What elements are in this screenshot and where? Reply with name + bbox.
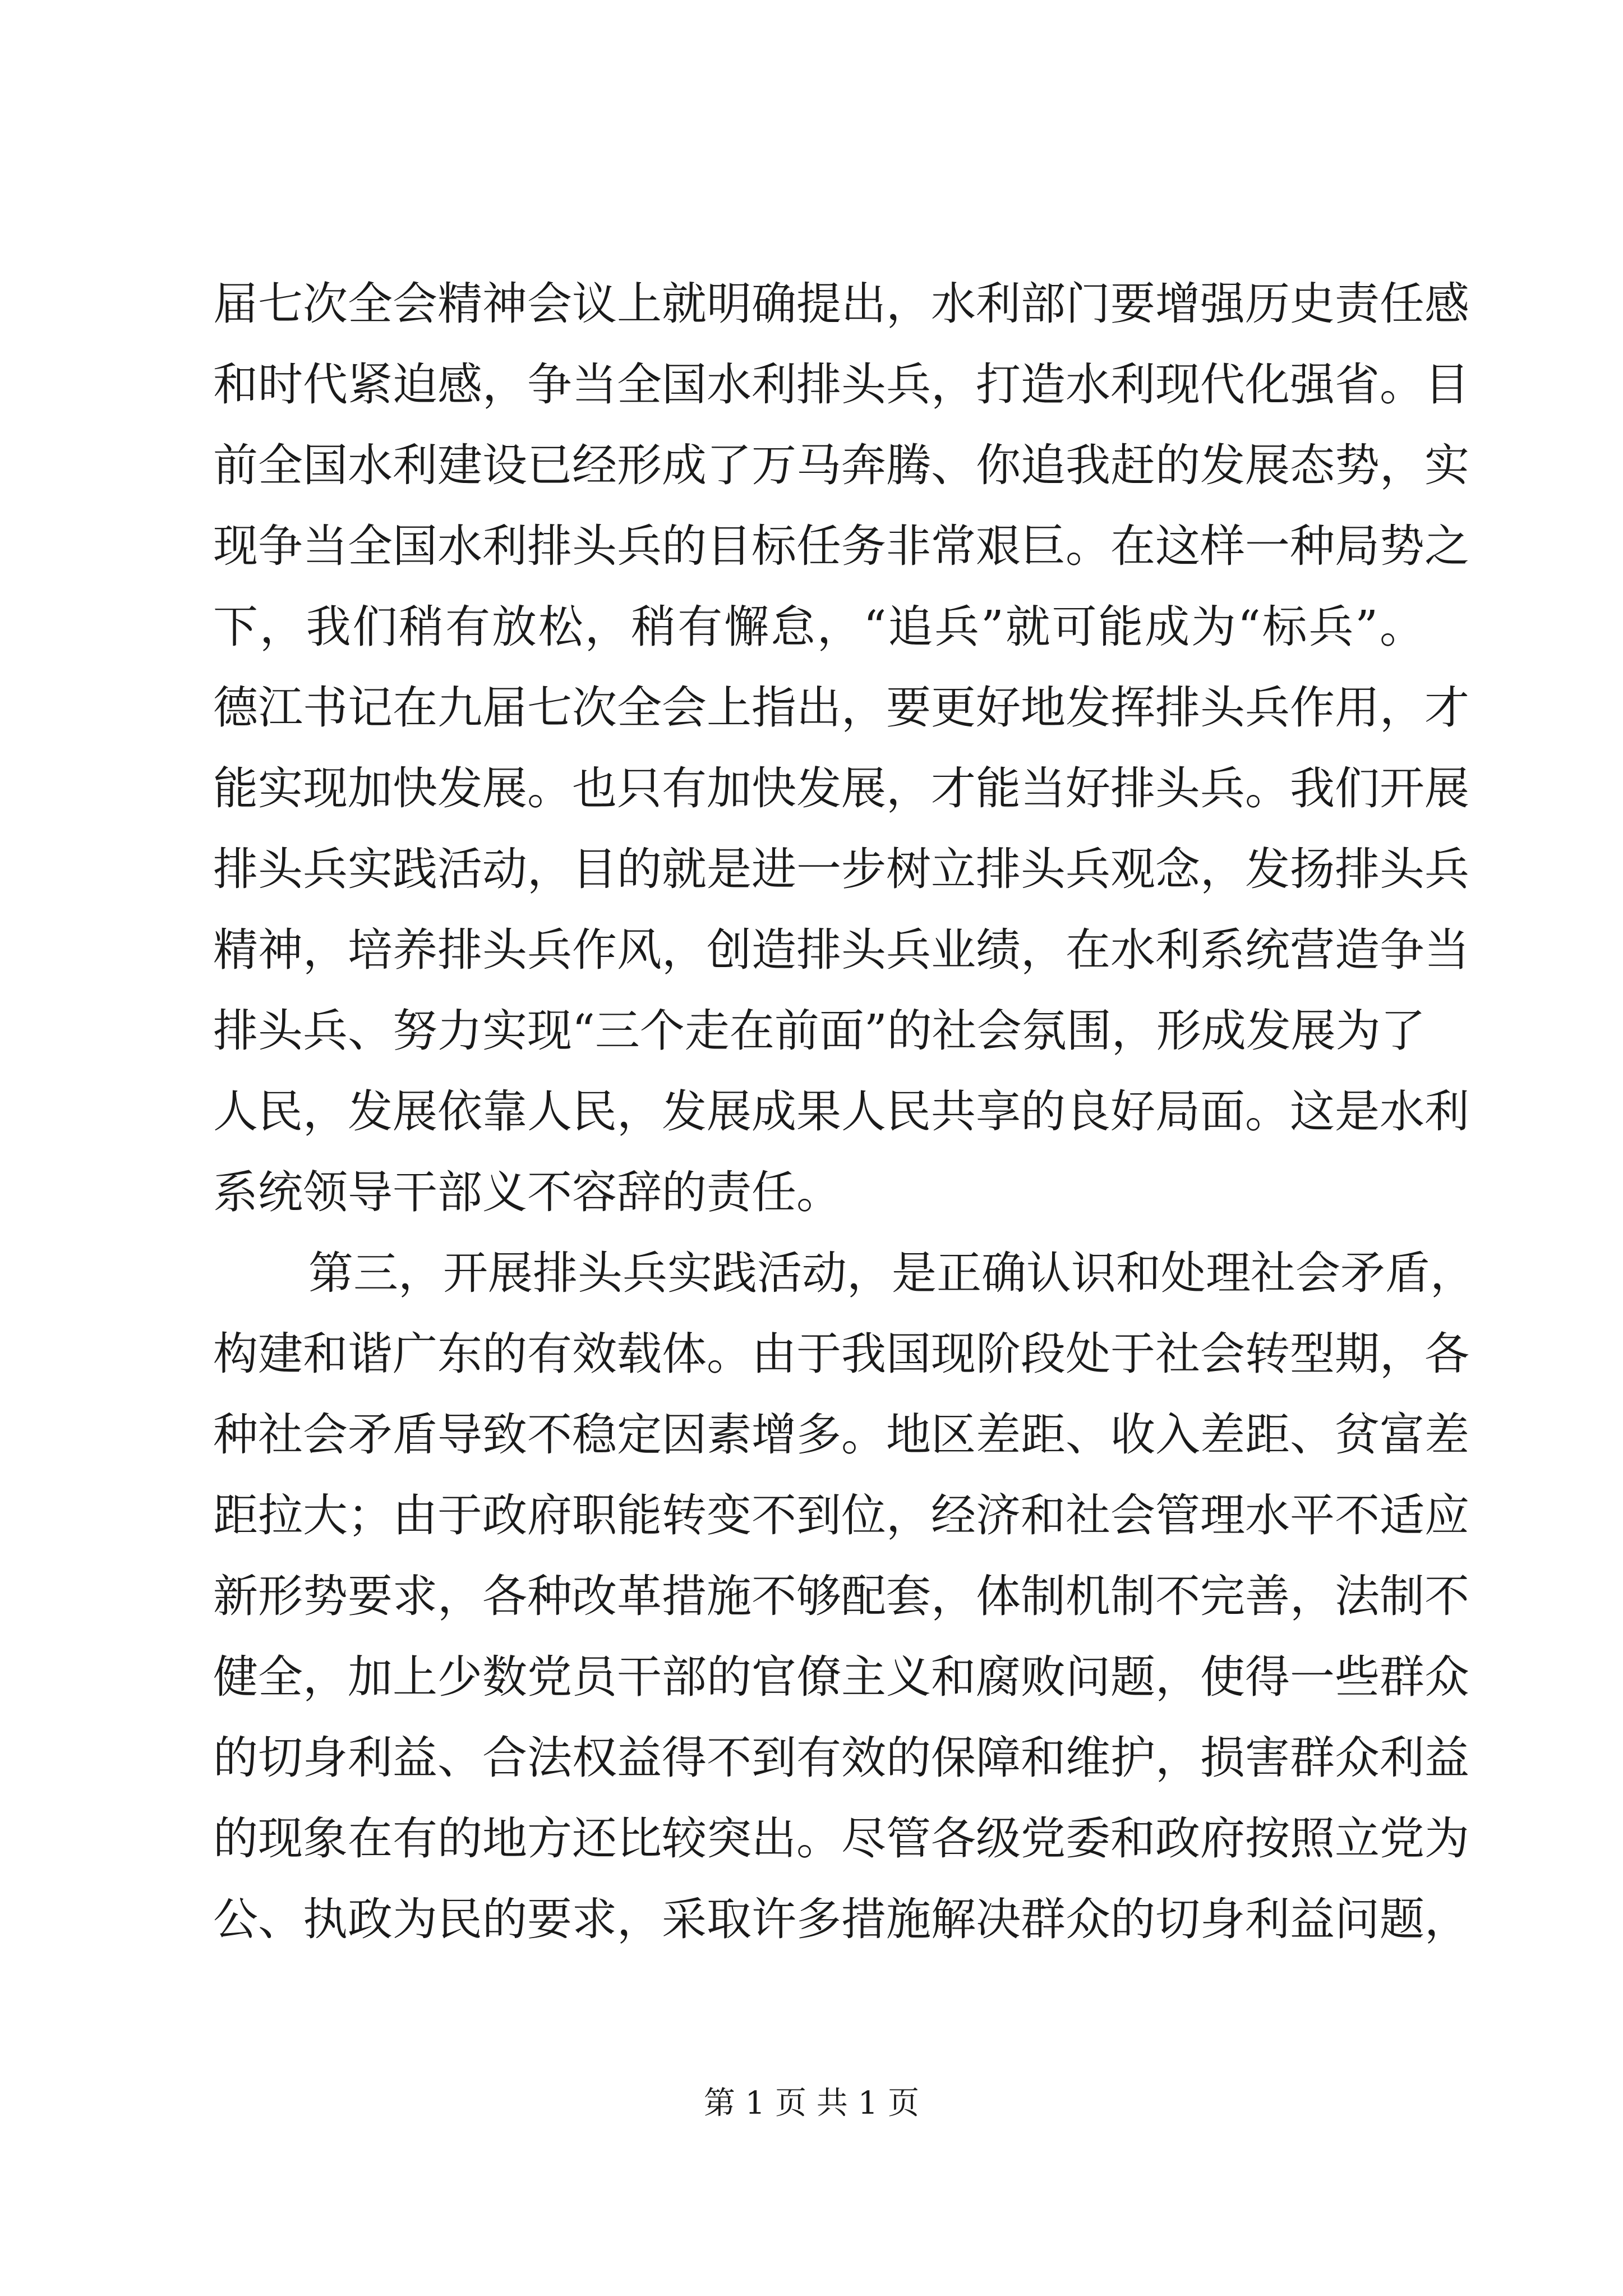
- text-line: 和时代紧迫感，争当全国水利排头兵，打造水利现代化强省。目: [213, 358, 1469, 411]
- text-line: 新形势要求，各种改革措施不够配套，体制机制不完善，法制不: [213, 1570, 1469, 1622]
- text-line: 公、执政为民的要求，采取许多措施解决群众的切身利益问题，: [213, 1893, 1469, 1945]
- text-line: 排头兵实践活动，目的就是进一步树立排头兵观念，发扬排头兵: [213, 843, 1469, 895]
- text-line: 的切身利益、合法权益得不到有效的保障和维护，损害群众利益: [213, 1732, 1469, 1784]
- text-line: 届七次全会精神会议上就明确提出，水利部门要增强历史责任感: [213, 278, 1469, 330]
- text-line: 能实现加快发展。也只有加快发展，才能当好排头兵。我们开展: [213, 762, 1469, 815]
- text-line: 德江书记在九届七次全会上指出，要更好地发挥排头兵作用，才: [213, 682, 1469, 734]
- text-line: 种社会矛盾导致不稳定因素增多。地区差距、收入差距、贫富差: [213, 1409, 1469, 1461]
- body-text: [213, 264, 1475, 1960]
- text-line: 距拉大；由于政府职能转变不到位，经济和社会管理水平不适应: [213, 1489, 1469, 1542]
- text-line: 构建和谐广东的有效载体。由于我国现阶段处于社会转型期，各: [213, 1328, 1469, 1380]
- page-footer: 第 1 页 共 1 页: [703, 2085, 920, 2122]
- text-line: 人民，发展依靠人民，发展成果人民共享的良好局面。这是水利: [213, 1085, 1469, 1138]
- text-line: 现争当全国水利排头兵的目标任务非常艰巨。在这样一种局势之: [213, 520, 1469, 572]
- text-line: 的现象在有的地方还比较突出。尽管各级党委和政府按照立党为: [213, 1812, 1469, 1865]
- text-line: 下，我们稍有放松，稍有懈怠，“追兵”就可能成为“标兵”。: [213, 601, 1424, 653]
- text-line: 系统领导干部义不容辞的责任。: [213, 1166, 841, 1218]
- text-line: 第三，开展排头兵实践活动，是正确认识和处理社会矛盾，: [308, 1247, 1475, 1299]
- text-line: 排头兵、努力实现“三个走在前面”的社会氛围，形成发展为了: [213, 1005, 1426, 1057]
- text-line: 健全，加上少数党员干部的官僚主义和腐败问题，使得一些群众: [213, 1651, 1469, 1703]
- text-line: 前全国水利建设已经形成了万马奔腾、你追我赶的发展态势，实: [213, 439, 1469, 491]
- text-line: 精神，培养排头兵作风，创造排头兵业绩，在水利系统营造争当: [213, 924, 1469, 976]
